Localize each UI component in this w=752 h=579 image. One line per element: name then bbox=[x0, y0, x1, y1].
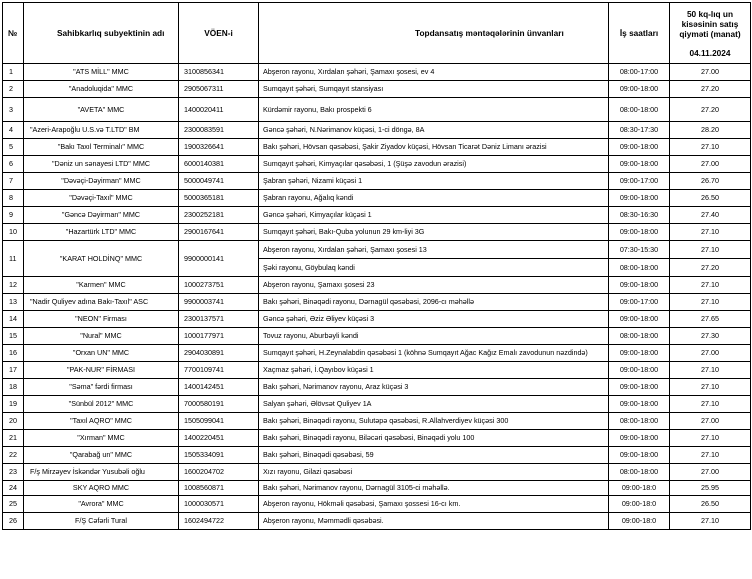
header-name: Sahibkarlıq subyektinin adı bbox=[24, 3, 179, 64]
outlet-address: Abşeron rayonu, Məmmədli qəsəbəsi. bbox=[259, 513, 609, 530]
table-row bbox=[3, 294, 751, 311]
outlet-address: Kürdəmir rayonu, Bakı prospekti 6 bbox=[259, 98, 609, 122]
working-hours: 09:00-18:00 bbox=[609, 156, 670, 173]
row-number: 21 bbox=[3, 430, 24, 447]
company-name: "Dəniz un sənayesi LTD" MMC bbox=[24, 156, 179, 173]
table-row bbox=[3, 224, 751, 241]
flour-price: 27.20 bbox=[670, 81, 751, 98]
outlet-address: Gəncə şəhəri, N.Nərimanov küçəsi, 1-ci döngə, 8A bbox=[259, 122, 609, 139]
working-hours: 09:00-17:00 bbox=[609, 294, 670, 311]
outlet-address: Abşeron rayonu, Xırdalan şəhəri, Şamaxı şosesi, ev 4 bbox=[259, 64, 609, 81]
header-price bbox=[670, 3, 751, 64]
table-header-row bbox=[3, 3, 751, 64]
flour-price: 27.10 bbox=[670, 294, 751, 311]
working-hours: 09:00-18:00 bbox=[609, 447, 670, 464]
working-hours: 09:00-18:00 bbox=[609, 379, 670, 396]
working-hours: 09:00-18:00 bbox=[609, 430, 670, 447]
company-name: "Avrora" MMC bbox=[24, 496, 179, 513]
company-voen: 3100856341 bbox=[179, 64, 259, 81]
company-name: "Nural" MMC bbox=[24, 328, 179, 345]
row-number: 23 bbox=[3, 464, 24, 481]
company-voen: 2905067311 bbox=[179, 81, 259, 98]
company-voen: 1505334091 bbox=[179, 447, 259, 464]
row-number: 13 bbox=[3, 294, 24, 311]
company-name: "Sünbül 2012" MMC bbox=[24, 396, 179, 413]
header-no: № bbox=[3, 3, 24, 64]
company-name: "PAK-NUR" FİRMASI bbox=[24, 362, 179, 379]
working-hours: 09:00-18:00 bbox=[609, 224, 670, 241]
row-number: 18 bbox=[3, 379, 24, 396]
company-name: "Dəvəçi-Dəyirman" MMC bbox=[24, 173, 179, 190]
company-name: "Hazartürk LTD" MMC bbox=[24, 224, 179, 241]
row-number: 14 bbox=[3, 311, 24, 328]
table-row bbox=[3, 464, 751, 481]
outlet-address: Abşeron rayonu, Xırdalan şəhəri, Şamaxı şosesi 13 bbox=[259, 241, 609, 259]
working-hours: 09:00-18:00 bbox=[609, 345, 670, 362]
company-voen: 5000049741 bbox=[179, 173, 259, 190]
flour-price: 27.10 bbox=[670, 277, 751, 294]
table-row bbox=[3, 362, 751, 379]
company-voen: 2900167641 bbox=[179, 224, 259, 241]
company-voen: 2300137571 bbox=[179, 311, 259, 328]
company-voen: 7700109741 bbox=[179, 362, 259, 379]
row-number: 19 bbox=[3, 396, 24, 413]
outlet-address: Bakı şəhəri, Binəqədi rayonu, Dərnagül qəsəbəsi, 2096-cı məhəllə bbox=[259, 294, 609, 311]
company-name: "Xırman" MMC bbox=[24, 430, 179, 447]
outlet-address: Bakı şəhəri, Binəqədi qəsəbəsi, 59 bbox=[259, 447, 609, 464]
flour-price: 27.10 bbox=[670, 396, 751, 413]
company-voen: 7000580191 bbox=[179, 396, 259, 413]
flour-price: 27.00 bbox=[670, 64, 751, 81]
company-name: "AVETA" MMC bbox=[24, 98, 179, 122]
company-name: "Anadoluqida" MMC bbox=[24, 81, 179, 98]
row-number: 25 bbox=[3, 496, 24, 513]
table-row bbox=[3, 513, 751, 530]
company-voen: 5000365181 bbox=[179, 190, 259, 207]
flour-price: 27.10 bbox=[670, 430, 751, 447]
working-hours: 08:30-16:30 bbox=[609, 207, 670, 224]
outlet-address: Şəki rayonu, Göybulaq kəndi bbox=[259, 259, 609, 277]
working-hours: 09:00-18:00 bbox=[609, 311, 670, 328]
row-number: 24 bbox=[3, 481, 24, 496]
table-row bbox=[3, 241, 751, 259]
flour-price: 26.50 bbox=[670, 496, 751, 513]
outlet-address: Şabran şəhəri, Nizami küçəsi 1 bbox=[259, 173, 609, 190]
working-hours: 08:30-17:30 bbox=[609, 122, 670, 139]
table-row bbox=[3, 122, 751, 139]
table-row bbox=[3, 156, 751, 173]
row-number: 1 bbox=[3, 64, 24, 81]
flour-price: 27.10 bbox=[670, 224, 751, 241]
company-voen: 2300083591 bbox=[179, 122, 259, 139]
working-hours: 08:00-18:00 bbox=[609, 413, 670, 430]
flour-price: 26.70 bbox=[670, 173, 751, 190]
outlet-address: Sumqayıt şəhəri, H.Zeynalabdin qəsəbəsi 1 (köhnə Sumqayıt Ağac Kağız Emalı zavodunun nəzdində) bbox=[259, 345, 609, 362]
table-row bbox=[3, 447, 751, 464]
working-hours: 09:00-18:00 bbox=[609, 190, 670, 207]
table-row bbox=[3, 345, 751, 362]
row-number: 11 bbox=[3, 241, 24, 277]
row-number: 7 bbox=[3, 173, 24, 190]
outlet-address: Sumqayıt şəhəri, Kimyaçılar qəsəbəsi, 1 (Şüşə zavodun ərazisi) bbox=[259, 156, 609, 173]
company-name: "Orxan UN" MMC bbox=[24, 345, 179, 362]
working-hours: 08:00-18:00 bbox=[609, 98, 670, 122]
working-hours: 09:00-18:0 bbox=[609, 496, 670, 513]
row-number: 26 bbox=[3, 513, 24, 530]
company-voen: 1900326641 bbox=[179, 139, 259, 156]
flour-price: 27.65 bbox=[670, 311, 751, 328]
flour-price: 27.10 bbox=[670, 139, 751, 156]
outlet-address: Xaçmaz şəhəri, İ.Qayıbov küçəsi 1 bbox=[259, 362, 609, 379]
outlet-address: Salyan şəhəri, Əlövsət Quliyev 1A bbox=[259, 396, 609, 413]
row-number: 12 bbox=[3, 277, 24, 294]
company-voen: 1000273751 bbox=[179, 277, 259, 294]
table-row bbox=[3, 277, 751, 294]
flour-price: 27.30 bbox=[670, 328, 751, 345]
table-row bbox=[3, 481, 751, 496]
row-number: 10 bbox=[3, 224, 24, 241]
company-voen: 1602494722 bbox=[179, 513, 259, 530]
table-row bbox=[3, 190, 751, 207]
working-hours: 09:00-17:00 bbox=[609, 173, 670, 190]
flour-price: 27.00 bbox=[670, 156, 751, 173]
table-row bbox=[3, 64, 751, 81]
company-voen: 1400220451 bbox=[179, 430, 259, 447]
flour-price: 27.20 bbox=[670, 259, 751, 277]
flour-price: 27.20 bbox=[670, 98, 751, 122]
working-hours: 08:00-18:00 bbox=[609, 328, 670, 345]
document-page bbox=[2, 2, 751, 530]
row-number: 5 bbox=[3, 139, 24, 156]
company-name: "Dəvəçi-Taxıl" MMC bbox=[24, 190, 179, 207]
flour-price: 27.40 bbox=[670, 207, 751, 224]
working-hours: 08:00-17:00 bbox=[609, 64, 670, 81]
working-hours: 09:00-18:0 bbox=[609, 513, 670, 530]
row-number: 4 bbox=[3, 122, 24, 139]
flour-price: 27.10 bbox=[670, 447, 751, 464]
header-price-label: 50 kq-lıq un kisəsinin satış qiyməti (manat) bbox=[679, 8, 741, 39]
company-voen: 1505099041 bbox=[179, 413, 259, 430]
table-row bbox=[3, 496, 751, 513]
flour-price: 27.00 bbox=[670, 345, 751, 362]
table-row bbox=[3, 396, 751, 413]
outlet-address: Xızı rayonu, Gilazi qəsəbəsi bbox=[259, 464, 609, 481]
company-name: "Bakı Taxıl Terminalı" MMC bbox=[24, 139, 179, 156]
company-voen: 1600204702 bbox=[179, 464, 259, 481]
working-hours: 07:30-15:30 bbox=[609, 241, 670, 259]
table-row bbox=[3, 328, 751, 345]
table-row bbox=[3, 311, 751, 328]
working-hours: 09:00-18:00 bbox=[609, 396, 670, 413]
outlet-address: Bakı şəhəri, Nərimanov rayonu, Dərnagül 3105-ci məhəllə. bbox=[259, 481, 609, 496]
flour-price: 27.00 bbox=[670, 413, 751, 430]
header-hours: İş saatları bbox=[609, 3, 670, 64]
flour-price: 28.20 bbox=[670, 122, 751, 139]
row-number: 3 bbox=[3, 98, 24, 122]
table-row bbox=[3, 139, 751, 156]
table-row bbox=[3, 413, 751, 430]
flour-price-table bbox=[2, 2, 751, 530]
company-name: "Qarabağ un" MMC bbox=[24, 447, 179, 464]
flour-price: 27.10 bbox=[670, 513, 751, 530]
header-address: Topdansatış məntəqələrinin ünvanları bbox=[259, 3, 609, 64]
outlet-address: Bakı şəhəri, Hövsan qəsəbəsi, Şakir Ziyadov küçəsi, Hövsan Ticarət Dəniz Limanı ərazisi bbox=[259, 139, 609, 156]
header-price-date: 04.11.2024 bbox=[689, 47, 731, 58]
outlet-address: Bakı şəhəri, Binəqədi rayonu, Biləcəri qəsəbəsi, Binəqədi yolu 100 bbox=[259, 430, 609, 447]
working-hours: 09:00-18:00 bbox=[609, 277, 670, 294]
working-hours: 08:00-18:00 bbox=[609, 259, 670, 277]
outlet-address: Bakı şəhəri, Binəqədi rayonu, Sulutəpə qəsəbəsi, R.Allahverdiyev küçəsi 300 bbox=[259, 413, 609, 430]
row-number: 17 bbox=[3, 362, 24, 379]
company-voen: 9900000141 bbox=[179, 241, 259, 277]
company-name: F/Ş Cəfərli Tural bbox=[24, 513, 179, 530]
company-voen: 2904030891 bbox=[179, 345, 259, 362]
company-name: "Karmen" MMC bbox=[24, 277, 179, 294]
company-name: "Taxıl AQRO" MMC bbox=[24, 413, 179, 430]
working-hours: 09:00-18:0 bbox=[609, 481, 670, 496]
row-number: 9 bbox=[3, 207, 24, 224]
row-number: 22 bbox=[3, 447, 24, 464]
company-name: SKY AQRO MMC bbox=[24, 481, 179, 496]
table-body bbox=[3, 64, 751, 530]
outlet-address: Tovuz rayonu, Aburbəyli kəndi bbox=[259, 328, 609, 345]
company-name: "NEON" Firması bbox=[24, 311, 179, 328]
company-voen: 1400020411 bbox=[179, 98, 259, 122]
table-row bbox=[3, 81, 751, 98]
table-row bbox=[3, 98, 751, 122]
table-row bbox=[3, 379, 751, 396]
outlet-address: Gəncə şəhəri, Əziz Əliyev küçəsi 3 bbox=[259, 311, 609, 328]
outlet-address: Abşeron rayonu, Şamaxı şosesi 23 bbox=[259, 277, 609, 294]
company-name: "Gəncə Dəyirman" MMC bbox=[24, 207, 179, 224]
row-number: 20 bbox=[3, 413, 24, 430]
row-number: 2 bbox=[3, 81, 24, 98]
row-number: 6 bbox=[3, 156, 24, 173]
outlet-address: Bakı şəhəri, Nərimanov rayonu, Araz küçəsi 3 bbox=[259, 379, 609, 396]
company-voen: 1000030571 bbox=[179, 496, 259, 513]
company-name: "ATS MİLL" MMC bbox=[24, 64, 179, 81]
flour-price: 27.10 bbox=[670, 379, 751, 396]
table-row bbox=[3, 173, 751, 190]
flour-price: 27.10 bbox=[670, 362, 751, 379]
company-voen: 2300252181 bbox=[179, 207, 259, 224]
working-hours: 08:00-18:00 bbox=[609, 464, 670, 481]
company-name: "Səma" fərdi firması bbox=[24, 379, 179, 396]
working-hours: 09:00-18:00 bbox=[609, 139, 670, 156]
flour-price: 27.10 bbox=[670, 241, 751, 259]
table-row bbox=[3, 207, 751, 224]
outlet-address: Sumqayıt şəhəri, Sumqayıt stansiyası bbox=[259, 81, 609, 98]
row-number: 8 bbox=[3, 190, 24, 207]
flour-price: 26.50 bbox=[670, 190, 751, 207]
flour-price: 25.95 bbox=[670, 481, 751, 496]
working-hours: 09:00-18:00 bbox=[609, 362, 670, 379]
table-row bbox=[3, 430, 751, 447]
company-voen: 6000140381 bbox=[179, 156, 259, 173]
working-hours: 09:00-18:00 bbox=[609, 81, 670, 98]
company-name: F/ş Mirzəyev İskəndər Yusubəli oğlu bbox=[24, 464, 179, 481]
company-name: "Azeri-Arapoğlu U.S.və T.LTD" BM bbox=[24, 122, 179, 139]
header-voen: VÖEN-i bbox=[179, 3, 259, 64]
outlet-address: Sumqayıt şəhəri, Bakı-Quba yolunun 29 km-liyi 3G bbox=[259, 224, 609, 241]
company-name: "KARAT HOLDİNQ" MMC bbox=[24, 241, 179, 277]
company-voen: 1400142451 bbox=[179, 379, 259, 396]
outlet-address: Şabran rayonu, Ağalıq kəndi bbox=[259, 190, 609, 207]
company-voen: 9900003741 bbox=[179, 294, 259, 311]
outlet-address: Abşeron rayonu, Hökməli qəsəbəsi, Şamaxı şossesi 16-cı km. bbox=[259, 496, 609, 513]
company-voen: 1000177971 bbox=[179, 328, 259, 345]
company-name: "Nadir Quliyev adına Bakı-Taxıl" ASC bbox=[24, 294, 179, 311]
flour-price: 27.00 bbox=[670, 464, 751, 481]
outlet-address: Gəncə şəhəri, Kimyaçılar küçəsi 1 bbox=[259, 207, 609, 224]
row-number: 16 bbox=[3, 345, 24, 362]
company-voen: 1008560871 bbox=[179, 481, 259, 496]
row-number: 15 bbox=[3, 328, 24, 345]
